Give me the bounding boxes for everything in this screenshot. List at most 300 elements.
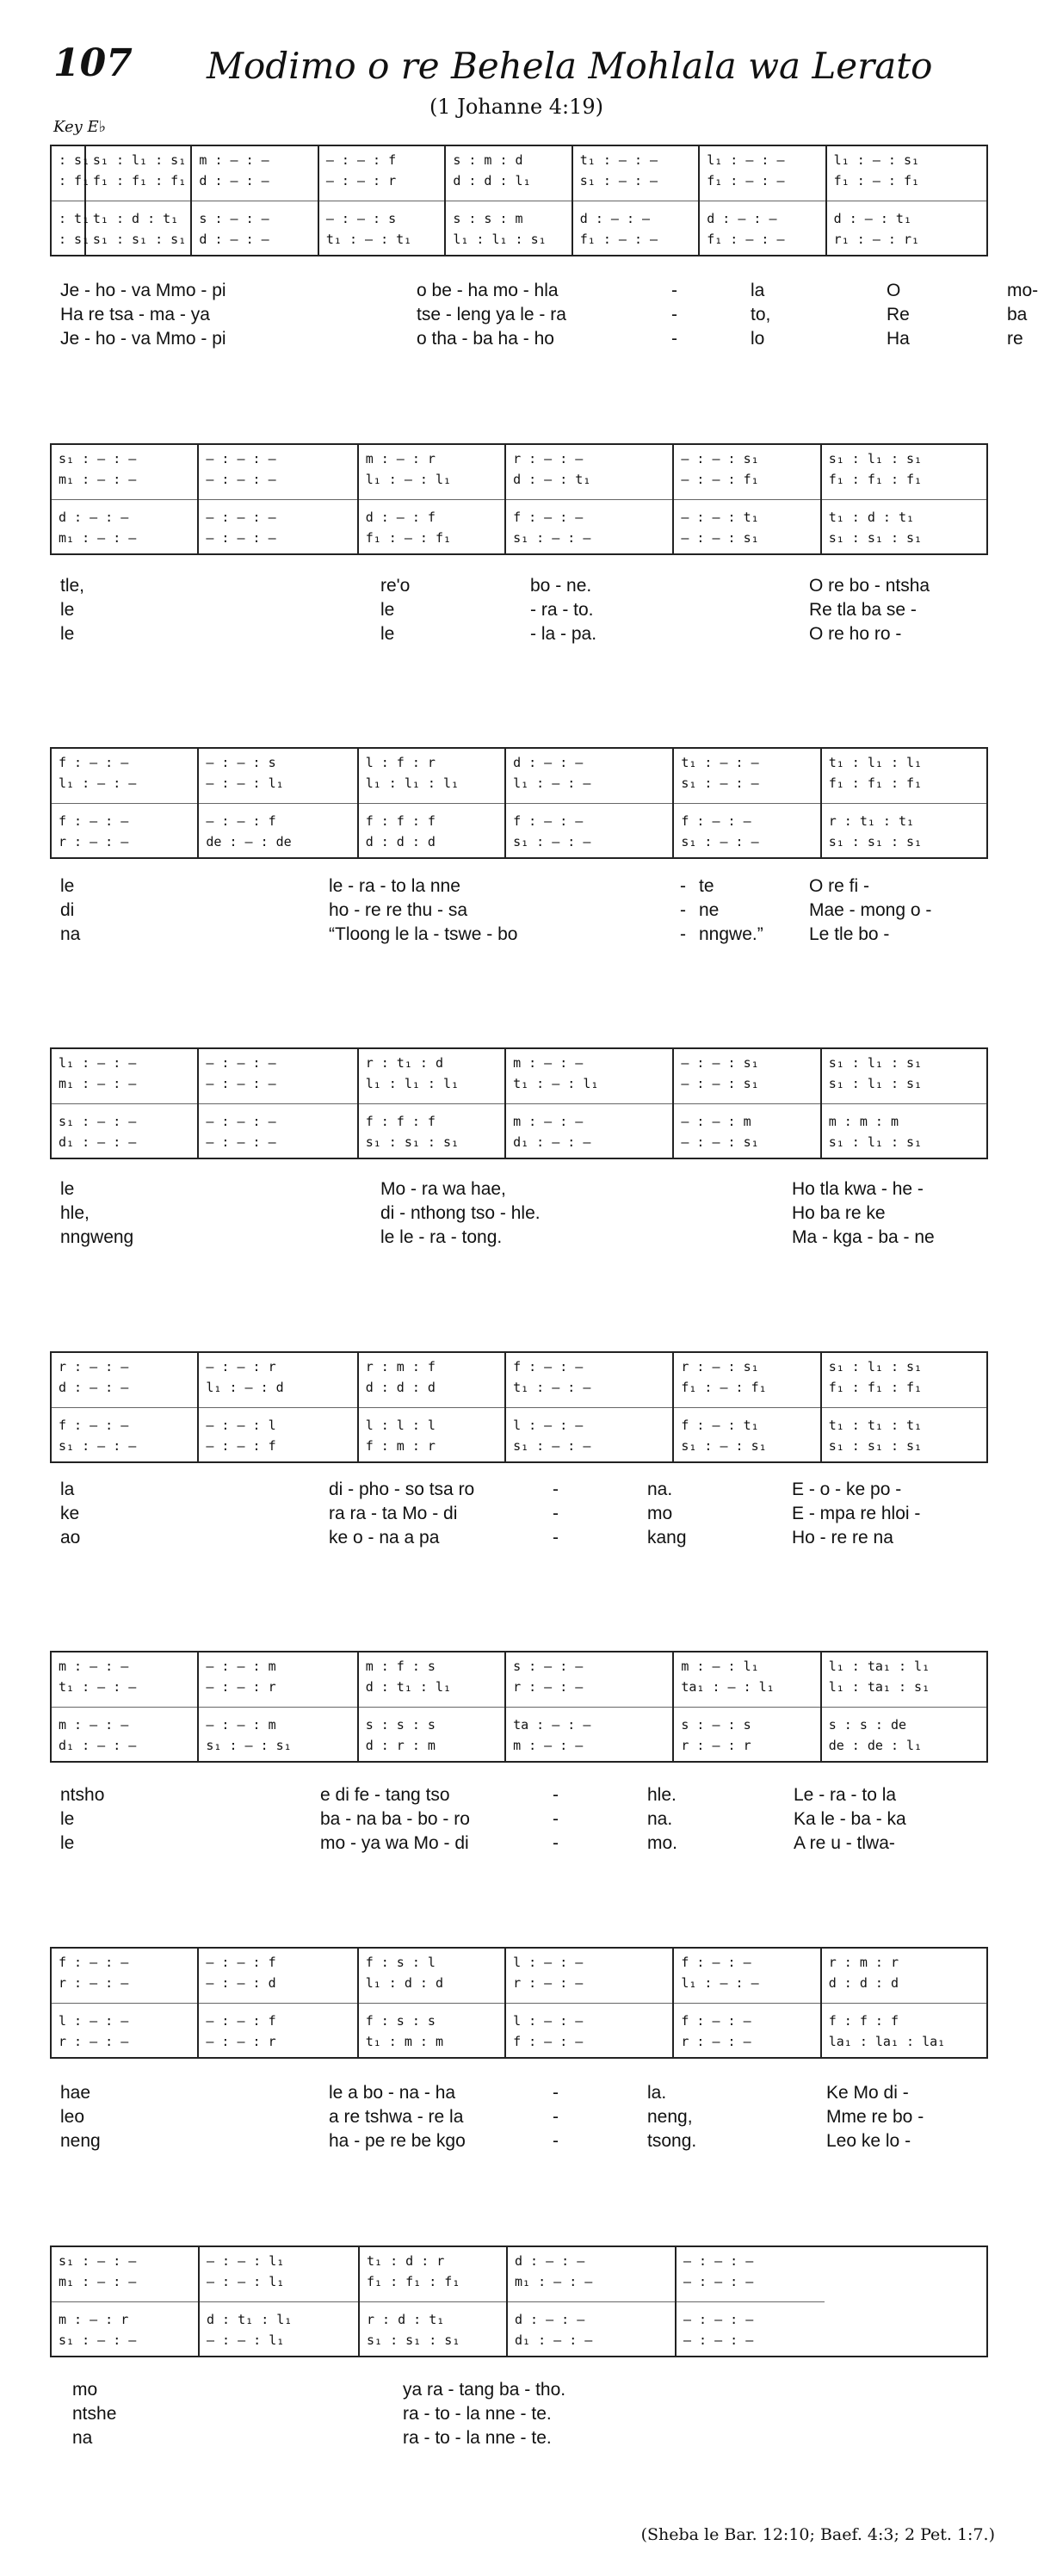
lyric-phrase: A re u - tlwa-	[794, 1833, 895, 1853]
stave-divider	[506, 1103, 672, 1104]
solfa-voice-bass: : s₁	[59, 232, 90, 247]
stave-divider	[674, 803, 819, 804]
solfa-voice-soprano: s₁ : — : —	[59, 451, 137, 466]
stave-divider	[674, 2003, 819, 2004]
lyric-line-verse-2	[52, 1807, 990, 1832]
lyric-phrase: la.	[647, 2083, 667, 2103]
stave-divider	[199, 499, 356, 500]
lyric-phrase: le	[60, 624, 75, 644]
lyric-phrase: ne	[699, 900, 720, 920]
lyric-phrase: ke o - na a pa	[329, 1528, 440, 1547]
solfa-voice-bass: la₁ : la₁ : la₁	[828, 2034, 946, 2049]
solfa-voice-alto: d : t₁ : l₁	[365, 1679, 452, 1695]
solfa-voice-bass: f₁ : — : —	[707, 232, 785, 247]
measure	[52, 445, 199, 553]
solfa-voice-alto: d : — : t₁	[513, 472, 591, 487]
lyric-phrase: -	[680, 876, 686, 896]
stave-divider	[52, 803, 197, 804]
measure	[446, 146, 572, 255]
lyric-phrase: ba	[1007, 305, 1028, 324]
measure-row	[52, 1049, 986, 1158]
solfa-voice-alto: l₁ : l₁ : l₁	[365, 1076, 460, 1091]
solfa-voice-tenor: f : f : f	[365, 813, 436, 829]
solfa-voice-tenor: s : — : —	[199, 211, 269, 226]
solfa-voice-soprano: r : m : r	[828, 1955, 899, 1970]
solfa-voice-alto: s₁ : — : —	[579, 173, 658, 188]
stave-divider	[677, 2301, 825, 2302]
lyric-phrase: la	[60, 1480, 75, 1499]
lyric-phrase: -	[680, 924, 686, 944]
solfa-voice-soprano: f : — : —	[681, 1955, 751, 1970]
solfa-voice-tenor: : t₁	[59, 211, 90, 226]
solfa-voice-soprano: : s₁	[59, 152, 90, 168]
measure	[506, 1949, 674, 2057]
lyric-line-verse-1	[52, 1177, 990, 1202]
solfa-voice-bass: s₁ : s₁ : s₁	[92, 232, 187, 247]
lyric-phrase: ra - to - la nne - te.	[403, 2404, 552, 2424]
solfa-voice-soprano: r : m : f	[365, 1359, 436, 1374]
lyric-line-verse-1	[52, 2081, 990, 2105]
solfa-voice-bass: f₁ : — : f₁	[365, 530, 452, 546]
solfa-voice-bass: — : — : —	[206, 1134, 276, 1150]
solfa-voice-soprano: s₁ : — : —	[59, 2253, 137, 2269]
lyric-phrase: Ho tla kwa - he -	[792, 1179, 924, 1199]
solfa-voice-alto: m₁ : — : —	[59, 2274, 137, 2289]
solfa-voice-alto: d : d : l₁	[453, 173, 531, 188]
lyric-phrase: Ka le - ba - ka	[794, 1809, 906, 1829]
solfa-voice-bass: — : — : —	[683, 2332, 754, 2348]
solfa-voice-tenor: s : — : s	[681, 1717, 751, 1733]
measure	[200, 2247, 360, 2356]
lyrics-block	[52, 2378, 990, 2450]
measure	[827, 146, 986, 255]
measure	[359, 749, 506, 857]
lyrics-block	[52, 279, 1038, 351]
solfa-voice-tenor: — : — : f	[206, 2013, 276, 2029]
lyric-line-verse-1	[52, 1783, 990, 1807]
solfa-voice-bass: — : — : l₁	[207, 2332, 285, 2348]
solfa-voice-bass: r : — : —	[681, 2034, 751, 2049]
solfa-voice-soprano: d : — : —	[515, 2253, 585, 2269]
stave-divider	[822, 2003, 986, 2004]
solfa-voice-tenor: t₁ : d : t₁	[92, 211, 179, 226]
solfa-voice-tenor: t₁ : t₁ : t₁	[828, 1418, 923, 1433]
stave-divider	[52, 1103, 197, 1104]
solfa-voice-tenor: d : t₁ : l₁	[207, 2312, 293, 2327]
lyric-line-verse-3	[52, 2426, 990, 2450]
lyric-phrase: kang	[647, 1528, 687, 1547]
lyric-phrase: -	[553, 1504, 559, 1523]
measure	[360, 2247, 508, 2356]
solfa-voice-bass: l₁ : l₁ : s₁	[453, 232, 547, 247]
lyric-phrase: e di fe - tang tso	[320, 1785, 450, 1805]
solfa-voice-soprano: m : — : —	[199, 152, 269, 168]
lyric-line-verse-2	[52, 598, 990, 622]
stave-divider	[674, 499, 819, 500]
solfa-voice-bass: — : — : s₁	[681, 530, 759, 546]
key-signature: Key E♭	[53, 118, 107, 136]
lyric-phrase: Ho ba re ke	[792, 1203, 886, 1223]
lyric-phrase: le	[60, 1179, 75, 1199]
solfa-voice-tenor: m : — : —	[513, 1114, 584, 1129]
solfa-voice-bass: r : — : —	[59, 834, 129, 849]
solfa-voice-alto: l₁ : d : d	[365, 1975, 443, 1991]
lyric-phrase: le	[380, 600, 395, 620]
solfa-voice-bass: d₁ : — : —	[59, 1134, 137, 1150]
solfa-voice-alto: f₁ : — : f₁	[681, 1380, 767, 1395]
solfa-voice-tenor: l : — : —	[59, 2013, 129, 2029]
measure	[822, 1652, 986, 1761]
measure	[506, 445, 674, 553]
measure	[700, 146, 826, 255]
measure-row	[52, 749, 986, 857]
solfa-voice-alto: — : — : f₁	[681, 472, 759, 487]
solfa-voice-soprano: m : — : —	[513, 1055, 584, 1071]
stave-divider	[52, 1407, 197, 1408]
solfa-voice-alto: — : — : s₁	[681, 1076, 759, 1091]
solfa-voice-tenor: f : — : t₁	[681, 1418, 759, 1433]
solfa-voice-tenor: l : l : l	[365, 1418, 436, 1433]
lyric-phrase: tsong.	[647, 2131, 697, 2151]
solfa-voice-tenor: d : — : —	[579, 211, 651, 226]
lyric-phrase: -	[553, 1785, 559, 1805]
lyric-phrase: Ha re tsa - ma - ya	[60, 305, 210, 324]
solfa-voice-bass: d : r : m	[365, 1738, 436, 1753]
lyric-phrase: Ma - kga - ba - ne	[792, 1227, 935, 1247]
measure	[52, 2247, 200, 2356]
measure	[86, 146, 193, 255]
solfa-voice-soprano: s : m : d	[453, 152, 523, 168]
solfa-voice-soprano: s : — : —	[513, 1659, 584, 1674]
solfa-voice-alto: m₁ : — : —	[515, 2274, 593, 2289]
solfa-voice-alto: — : — : r	[325, 173, 397, 188]
solfa-voice-alto: ta₁ : — : l₁	[681, 1679, 775, 1695]
solfa-voice-bass: s₁ : — : s₁	[206, 1738, 292, 1753]
lyric-phrase: -	[553, 1833, 559, 1853]
solfa-voice-bass: s₁ : s₁ : s₁	[828, 1438, 923, 1454]
lyric-phrase: Le tle bo -	[809, 924, 890, 944]
lyric-line-verse-3	[52, 1226, 990, 1250]
lyric-phrase: Ha	[887, 329, 910, 349]
solfa-voice-tenor: — : — : —	[206, 1114, 276, 1129]
solfa-voice-bass: — : — : r	[206, 2034, 276, 2049]
solfa-voice-soprano: — : — : r	[206, 1359, 276, 1374]
solfa-voice-alto: l₁ : ta₁ : s₁	[828, 1679, 930, 1695]
lyric-phrase: tse - leng ya le - ra	[417, 305, 566, 324]
measure	[359, 1652, 506, 1761]
score-system	[50, 1651, 988, 1763]
solfa-voice-soprano: — : — : —	[683, 2253, 754, 2269]
lyric-phrase: Mme re bo -	[826, 2107, 924, 2127]
lyric-phrase: le	[60, 1809, 75, 1829]
lyric-phrase: - ra - to.	[530, 600, 594, 620]
solfa-voice-tenor: m : — : r	[59, 2312, 129, 2327]
lyric-phrase: re	[1007, 329, 1023, 349]
stave-divider	[360, 2301, 506, 2302]
solfa-voice-tenor: m : m : m	[828, 1114, 899, 1129]
measure	[359, 1949, 506, 2057]
solfa-voice-tenor: d : — : —	[515, 2312, 585, 2327]
stave-divider	[359, 499, 504, 500]
lyric-phrase: O re ho ro -	[809, 624, 902, 644]
stave-divider	[508, 2301, 675, 2302]
lyric-phrase: ba - na ba - bo - ro	[320, 1809, 470, 1829]
solfa-voice-soprano: f : s : l	[365, 1955, 436, 1970]
stave-divider	[52, 2003, 197, 2004]
lyric-phrase: la	[751, 281, 765, 300]
solfa-voice-soprano: l₁ : — : s₁	[833, 152, 920, 168]
measure	[508, 2247, 677, 2356]
stave-divider	[506, 2003, 672, 2004]
measure	[674, 445, 821, 553]
stave-divider	[822, 1407, 986, 1408]
solfa-voice-alto: f₁ : f₁ : f₁	[92, 173, 187, 188]
measure	[359, 1049, 506, 1158]
measure	[52, 1652, 199, 1761]
lyrics-block	[52, 574, 990, 646]
stave-divider	[506, 1407, 672, 1408]
measure	[674, 1652, 821, 1761]
scripture-footnote: (Sheba le Bar. 12:10; Baef. 4:3; 2 Pet. 1:7.)	[640, 2525, 995, 2544]
stave-divider	[359, 1707, 504, 1708]
lyric-line-verse-1	[52, 1478, 990, 1502]
lyric-phrase: o be - ha mo - hla	[417, 281, 559, 300]
stave-divider	[52, 499, 197, 500]
lyric-phrase: a re tshwa - re la	[329, 2107, 464, 2127]
solfa-voice-soprano: s₁ : l₁ : s₁	[828, 1359, 923, 1374]
lyric-phrase: Je - ho - va Mmo - pi	[60, 329, 226, 349]
solfa-voice-soprano: r : t₁ : d	[365, 1055, 443, 1071]
solfa-voice-tenor: t₁ : d : t₁	[828, 510, 915, 525]
solfa-voice-bass: f₁ : — : —	[579, 232, 658, 247]
lyric-phrase: mo - ya wa Mo - di	[320, 1833, 469, 1853]
lyric-phrase: ya ra - tang ba - tho.	[403, 2380, 566, 2400]
solfa-voice-soprano: l₁ : — : —	[59, 1055, 137, 1071]
measure	[199, 445, 358, 553]
solfa-voice-tenor: l : — : —	[513, 1418, 584, 1433]
lyric-phrase: Mae - mong o -	[809, 900, 932, 920]
solfa-voice-tenor: f : — : —	[59, 1418, 129, 1433]
lyric-line-verse-2	[52, 2105, 990, 2129]
solfa-voice-bass: s₁ : s₁ : s₁	[828, 834, 923, 849]
lyric-phrase: le	[60, 1833, 75, 1853]
solfa-voice-bass: s₁ : l₁ : s₁	[828, 1134, 923, 1150]
lyric-phrase: mo-	[1007, 281, 1038, 300]
lyric-phrase: ke	[60, 1504, 80, 1523]
measure-row	[52, 146, 986, 255]
solfa-voice-bass: s₁ : — : —	[681, 834, 759, 849]
lyric-phrase: le a bo - na - ha	[329, 2083, 456, 2103]
measure	[52, 1353, 199, 1461]
lyric-phrase: ho - re re thu - sa	[329, 900, 468, 920]
solfa-voice-alto: : f₁	[59, 173, 90, 188]
stave-divider	[199, 2003, 356, 2004]
solfa-voice-soprano: — : — : s₁	[681, 451, 759, 466]
lyric-phrase: te	[699, 876, 714, 896]
measure	[674, 1949, 821, 2057]
solfa-voice-soprano: s₁ : l₁ : s₁	[92, 152, 187, 168]
stave-divider	[506, 499, 672, 500]
stave-divider	[199, 1707, 356, 1708]
lyric-phrase: ao	[60, 1528, 81, 1547]
solfa-voice-tenor: s : s : s	[365, 1717, 436, 1733]
stave-divider	[674, 1407, 819, 1408]
solfa-voice-alto: l₁ : l₁ : l₁	[365, 775, 460, 791]
solfa-voice-alto: — : — : —	[683, 2274, 754, 2289]
measure	[52, 749, 199, 857]
solfa-voice-tenor: — : — : l	[206, 1418, 276, 1433]
lyric-line-verse-1	[52, 279, 1038, 303]
lyric-phrase: -	[553, 2083, 559, 2103]
solfa-voice-tenor: — : — : —	[206, 510, 276, 525]
measure	[199, 749, 358, 857]
lyric-phrase: le	[380, 624, 395, 644]
lyric-phrase: -	[553, 1528, 559, 1547]
score-system	[50, 1351, 988, 1463]
lyric-phrase: O re fi -	[809, 876, 870, 896]
solfa-voice-alto: — : — : —	[206, 1076, 276, 1091]
solfa-voice-tenor: f : s : s	[365, 2013, 436, 2029]
lyric-phrase: ha - pe re be kgo	[329, 2131, 466, 2151]
solfa-voice-tenor: f : f : f	[828, 2013, 899, 2029]
score-system	[50, 2246, 988, 2357]
lyric-phrase: le - ra - to la nne	[329, 876, 460, 896]
solfa-voice-bass: s₁ : s₁ : s₁	[365, 1134, 460, 1150]
solfa-voice-bass: s₁ : — : —	[513, 530, 591, 546]
score-system	[50, 1047, 988, 1159]
solfa-voice-bass: s₁ : s₁ : s₁	[828, 530, 923, 546]
solfa-voice-alto: m₁ : — : —	[59, 472, 137, 487]
hymn-title: Modimo o re Behela Mohlala wa Lerato	[207, 45, 933, 87]
lyric-phrase: neng,	[647, 2107, 693, 2127]
solfa-voice-bass: t₁ : m : m	[365, 2034, 443, 2049]
solfa-voice-alto: m₁ : — : —	[59, 1076, 137, 1091]
solfa-voice-soprano: s₁ : l₁ : s₁	[828, 1055, 923, 1071]
lyric-phrase: Leo ke lo -	[826, 2131, 911, 2151]
solfa-voice-alto: l₁ : — : —	[513, 775, 591, 791]
solfa-voice-soprano: — : — : f	[206, 1955, 276, 1970]
lyric-phrase: ra - to - la nne - te.	[403, 2428, 552, 2448]
solfa-voice-bass: t₁ : — : t₁	[325, 232, 412, 247]
solfa-voice-soprano: f : — : —	[59, 1955, 129, 1970]
lyric-line-verse-1	[52, 574, 990, 598]
stave-divider	[506, 803, 672, 804]
solfa-voice-tenor: r : d : t₁	[367, 2312, 445, 2327]
lyric-phrase: leo	[60, 2107, 85, 2127]
solfa-voice-bass: — : — : s₁	[681, 1134, 759, 1150]
lyric-phrase: E - o - ke po -	[792, 1480, 902, 1499]
lyric-line-verse-1	[52, 874, 990, 899]
solfa-voice-tenor: d : — : t₁	[833, 211, 911, 226]
solfa-voice-tenor: d : — : —	[59, 510, 129, 525]
lyric-phrase: Re tla ba se -	[809, 600, 917, 620]
solfa-voice-bass: r : — : r	[681, 1738, 751, 1753]
solfa-voice-bass: f : m : r	[365, 1438, 436, 1454]
lyric-phrase: O re bo - ntsha	[809, 576, 930, 596]
lyric-line-verse-2	[52, 1202, 990, 1226]
measure	[52, 1049, 199, 1158]
measure	[822, 1353, 986, 1461]
solfa-voice-tenor: r : t₁ : t₁	[828, 813, 915, 829]
solfa-voice-tenor: f : — : —	[681, 2013, 751, 2029]
stave-divider	[674, 1103, 819, 1104]
solfa-voice-alto: f₁ : f₁ : f₁	[828, 1380, 923, 1395]
lyric-phrase: ra ra - ta Mo - di	[329, 1504, 458, 1523]
solfa-voice-soprano: — : — : m	[206, 1659, 276, 1674]
solfa-voice-soprano: r : — : —	[513, 451, 584, 466]
lyric-phrase: lo	[751, 329, 765, 349]
stave-divider	[52, 1707, 197, 1708]
lyric-phrase: di - pho - so tsa ro	[329, 1480, 475, 1499]
lyric-phrase: hle,	[60, 1203, 90, 1223]
lyric-phrase: -	[553, 1480, 559, 1499]
solfa-voice-alto: — : — : l₁	[207, 2274, 285, 2289]
solfa-voice-alto: r : — : —	[513, 1975, 584, 1991]
lyrics-block	[52, 1783, 990, 1856]
solfa-voice-alto: f₁ : f₁ : f₁	[828, 775, 923, 791]
stave-divider	[822, 1707, 986, 1708]
measure	[674, 1353, 821, 1461]
measure	[319, 146, 446, 255]
measure-row	[52, 445, 986, 553]
lyric-phrase: di - nthong tso - hle.	[380, 1203, 541, 1223]
solfa-voice-alto: l₁ : — : d	[206, 1380, 284, 1395]
stave-divider	[359, 1103, 504, 1104]
solfa-voice-soprano: — : — : s₁	[681, 1055, 759, 1071]
solfa-voice-alto: f₁ : — : —	[707, 173, 785, 188]
solfa-voice-alto: l₁ : — : —	[59, 775, 137, 791]
solfa-voice-soprano: d : — : —	[513, 755, 584, 770]
solfa-voice-bass: d₁ : — : —	[59, 1738, 137, 1753]
solfa-voice-bass: s₁ : s₁ : s₁	[367, 2332, 460, 2348]
lyric-phrase: mo	[647, 1504, 673, 1523]
lyric-phrase: -	[671, 305, 677, 324]
solfa-voice-soprano: m : — : l₁	[681, 1659, 759, 1674]
measure	[822, 1949, 986, 2057]
stave-divider	[359, 1407, 504, 1408]
solfa-voice-alto: f₁ : f₁ : f₁	[828, 472, 923, 487]
lyric-phrase: di	[60, 900, 75, 920]
solfa-voice-tenor: m : — : —	[59, 1717, 129, 1733]
solfa-voice-soprano: r : — : —	[59, 1359, 129, 1374]
lyric-phrase: hae	[60, 2083, 91, 2103]
lyric-phrase: ntsho	[60, 1785, 105, 1805]
solfa-voice-tenor: ta : — : —	[513, 1717, 591, 1733]
solfa-voice-tenor: f : f : f	[365, 1114, 436, 1129]
solfa-voice-soprano: l : f : r	[365, 755, 436, 770]
measure	[52, 146, 90, 255]
solfa-voice-soprano: f : — : —	[59, 755, 129, 770]
measure	[199, 1949, 358, 2057]
lyric-phrase: -	[680, 900, 686, 920]
lyric-line-verse-2	[52, 899, 990, 923]
lyric-line-verse-3	[52, 1832, 990, 1856]
measure	[674, 1049, 821, 1158]
solfa-voice-soprano: l₁ : — : —	[707, 152, 785, 168]
lyrics-block	[52, 1177, 990, 1250]
score-system	[50, 443, 988, 555]
lyric-line-verse-1	[52, 2378, 990, 2402]
stave-divider	[822, 803, 986, 804]
lyric-phrase: to,	[751, 305, 771, 324]
lyric-phrase: bo - ne.	[530, 576, 592, 596]
stave-divider	[822, 499, 986, 500]
lyric-phrase: o tha - ba ha - ho	[417, 329, 554, 349]
solfa-voice-soprano: — : — : f	[325, 152, 397, 168]
solfa-voice-tenor: f : — : —	[59, 813, 129, 829]
lyric-phrase: -	[671, 281, 677, 300]
lyric-phrase: tle,	[60, 576, 85, 596]
